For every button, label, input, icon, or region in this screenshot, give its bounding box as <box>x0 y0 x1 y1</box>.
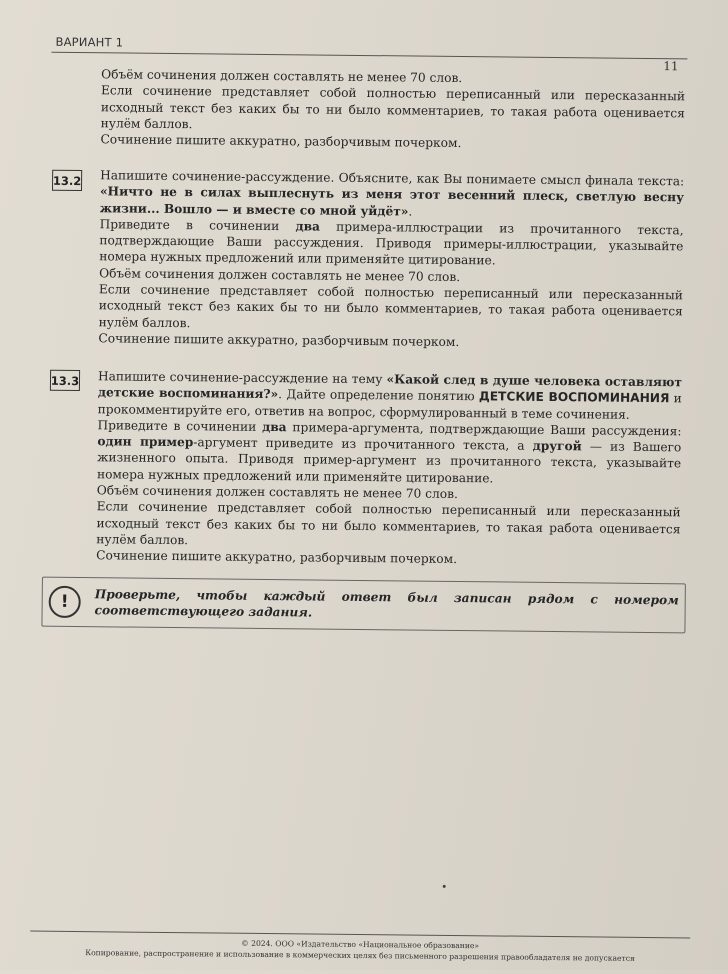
variant-label: ВАРИАНТ 1 <box>55 34 124 50</box>
term: ДЕТСКИЕ ВОСПОМИНАНИЯ <box>478 389 670 406</box>
copyright-line: © 2024. ООО «Издательство «Национальное образование» <box>241 938 480 951</box>
check-answers-callout <box>41 577 685 634</box>
rewrite-rule: Если сочинение представляет собой полностью переписанный или пересказанный исходный текст без каких бы то ни было комментариев, то такая работа оценивается нулём баллов. <box>96 499 681 548</box>
intro-block <box>100 66 685 154</box>
print-speck <box>443 885 446 888</box>
rewrite-rule: Если сочинение представляет собой полностью переписанный или пересказанный исходный текст без каких бы то ни было комментариев, то такая работа оценивается нулём баллов. <box>98 282 683 330</box>
final-quote: «Ничто не в силах выплеснуть из меня этот весенний плеск, светлую весну жизни... Вошло — и вместе со мной уйдёт» <box>99 184 685 219</box>
page-number: 11 <box>663 59 679 74</box>
task-13-2-instruction: Приведите в сочинении два примера-иллюстрации из прочитанного текста, подтверждающие Ваши рассуждения. Приводя примеры-иллюстрации, указывайте номера нужных предложений или применяйте цитирование. <box>99 217 684 268</box>
word-count-rule: Объём сочинения должен составлять не менее 70 слов. <box>99 266 461 284</box>
handwriting-rule: Сочинение пишите аккуратно, разборчивым почерком. <box>96 548 458 567</box>
task-13-3-text <box>96 368 682 570</box>
task-13-3-instruction: Приведите в сочинении два примера-аргумента, подтверждающие Ваши рассуждения: один пример-аргумент приведите из прочитанного текста, а другой — из Вашего жизненного опыта. Приводя пример-аргумент из прочитанного текста, указывайте номера нужных предложений или применяйте цитирование. <box>96 418 682 486</box>
intro-line: Если сочинение представляет собой полностью переписанный или пересказанный исходный текст без каких бы то ни было комментариев, то такая работа оценивается нулём баллов. <box>100 83 686 132</box>
task-13-3-prompt: Напишите сочинение-рассуждение на тему «Какой след в душе человека оставляют детские воспоминания?». Дайте определение понятию ДЕТСКИЕ ВОСПОМИНАНИЯ и прокомментируйте его, ответив на вопрос, сформулированный в теме сочинения. <box>97 369 683 422</box>
callout-text: Проверьте, чтобы каждый ответ был записан рядом с номером соответствующего задания. <box>94 587 679 620</box>
task-number-13-3: 13.3 <box>50 370 80 391</box>
task-13-2-prompt: Напишите сочинение-рассуждение. Объясните, как Вы понимаете смысл финала текста: «Ничто не в силах выплеснуть из меня этот весенний плеск, светлую весну жизни... Вошло — и вместе со мной уйдёт». <box>99 168 685 219</box>
word-count-rule: Объём сочинения должен составлять не менее 70 слов. <box>96 483 458 502</box>
footer <box>30 936 690 965</box>
handwriting-rule: Сочинение пишите аккуратно, разборчивым почерком. <box>98 331 460 349</box>
copyright-notice: Копирование, распространение и использование в коммерческих целях без письменного разрешения правообладателя не допускается <box>85 948 635 963</box>
essay-topic: «Какой след в душе человека оставляют детские воспоминания?» <box>97 372 683 402</box>
task-number-13-2: 13.2 <box>52 170 82 191</box>
intro-line: Объём сочинения должен составлять не менее 70 слов. <box>101 67 463 86</box>
header-divider <box>51 52 687 60</box>
exclamation-icon: ! <box>49 586 81 618</box>
intro-line: Сочинение пишите аккуратно, разборчивым почерком. <box>100 132 462 151</box>
task-13-2-text <box>98 167 684 352</box>
